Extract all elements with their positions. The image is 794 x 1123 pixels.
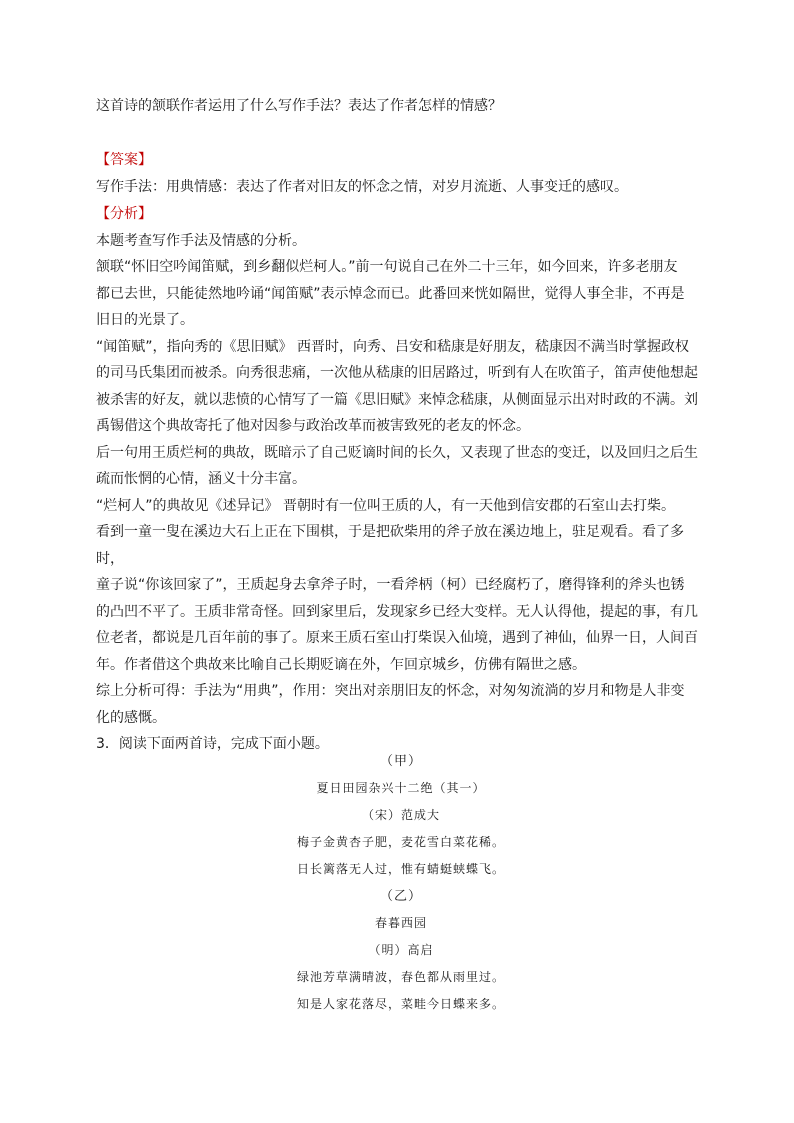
- analysis-line: 颔联“怀旧空吟闻笛赋，到乡翻似烂柯人。”前一句说自己在外二十三年，如今回来，许多老朋友: [96, 259, 678, 275]
- analysis-line: 的司马氏集团而被杀。向秀很悲痛，一次他从嵇康的旧居路过，听到有人在吹笛子，笛声使他想起: [96, 365, 698, 381]
- analysis-line: “闻笛赋”，指向秀的《思旧赋》 西晋时，向秀、吕安和嵇康是好朋友，嵇康因不满当时掌握政权: [96, 338, 689, 355]
- analysis-line: 年。作者借这个典故来比喻自己长期贬谪在外，乍回京城乡，仿佛有隔世之感。: [96, 656, 586, 673]
- answer-tag: 【答案】: [96, 152, 152, 168]
- poem-verse: 知是人家花落尽，菜畦今日蝶来多。: [296, 997, 505, 1011]
- analysis-line: 化的感慨。: [96, 709, 166, 726]
- poem-verse: 日长篱落无人过，惟有蜻蜓蛱蝶飞。: [296, 862, 505, 876]
- analysis-tag: 【分析】: [96, 205, 152, 222]
- analysis-line: 位老者，都说是几百年前的事了。原来王质石室山打柴误入仙境，遇到了神仙，仙界一日，人间百: [96, 630, 698, 646]
- analysis-line: 后一句用王质烂柯的典故，既暗示了自己贬谪时间的长久，又表现了世态的变迁，以及回归之后生: [96, 444, 698, 461]
- analysis-line: 都已去世，只能徒然地吟诵“闻笛赋”表示悼念而已。此番回来恍如隔世，觉得人事全非，不再是: [96, 285, 685, 302]
- answer-text: 写作手法：用典情感：表达了作者对旧友的怀念之情，对岁月流逝、人事变迁的感叹。: [96, 179, 628, 195]
- poem-title: 春暮西园: [374, 916, 427, 930]
- poems-section: [96, 748, 706, 1018]
- poem-verse: 梅子金黄杏子肥，麦花雪白菜花稀。: [296, 835, 505, 849]
- analysis-body: [96, 228, 706, 732]
- analysis-line: 旧日的光景了。: [96, 312, 194, 328]
- poem-author: （宋）范成大: [361, 808, 440, 822]
- poem-b: [96, 883, 706, 1018]
- analysis-line: “烂柯人”的典故见《述异记》 晋朝时有一位叫王质的人，有一天他到信安郡的石室山去打柴。: [96, 497, 675, 514]
- analysis-line: 看到一童一叟在溪边大石上正在下围棋，于是把砍柴用的斧子放在溪边地上，驻足观看。看了多时，: [96, 524, 684, 567]
- analysis-line: 本题考查写作手法及情感的分析。: [96, 232, 306, 249]
- poem-verse: 绿池芳草满晴波，春色都从雨里过。: [296, 970, 505, 984]
- poem-label: （乙）: [379, 889, 422, 904]
- poem-label: （甲）: [379, 754, 422, 769]
- analysis-line: 被杀害的好友，就以悲愤的心情写了一篇《思旧赋》来悼念嵇康，从侧面显示出对时政的不满。刘: [96, 391, 698, 408]
- analysis-line: 综上分析可得：手法为“用典”，作用：突出对亲朋旧友的怀念，对匆匆流淌的岁月和物是人非变: [96, 683, 685, 699]
- analysis-line: 疏而怅惘的心情，涵义十分丰富。: [96, 471, 306, 487]
- analysis-line: 的凸凹不平了。王质非常奇怪。回到家里后，发现家乡已经大变样。无人认得他，提起的事，有几: [96, 603, 698, 620]
- question-answer-section: [96, 93, 706, 758]
- poem-a: [96, 748, 706, 883]
- poem-author: （明）高启: [368, 943, 434, 957]
- question-3-prompt: 3．阅读下面两首诗，完成下面小题。: [96, 736, 329, 752]
- analysis-line: 童子说“你该回家了”，王质起身去拿斧子时，一看斧柄（柯）已经腐朽了，磨得锋利的斧头也锈: [96, 577, 685, 593]
- question-text: 这首诗的颔联作者运用了什么写作手法？表达了作者怎样的情感？: [96, 98, 502, 114]
- analysis-line: 禹锡借这个典故寄托了他对因参与政治改革而被害致死的老友的怀念。: [96, 418, 530, 434]
- poem-title: 夏日田园杂兴十二绝（其一）: [316, 781, 486, 795]
